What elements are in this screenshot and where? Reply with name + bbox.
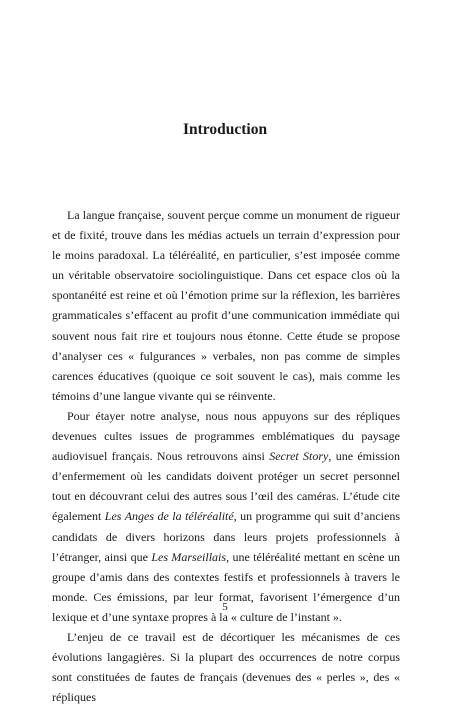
text-run: , une émission d’enfermement où les candidats doivent protéger un secret personnel tout en découvrant celui des autres sous l’œil des caméras. L’étude cite également [52,449,400,524]
program-title: Les Anges de la téléréalité [104,509,234,524]
text-run: La langue française, souvent perçue comme un monument de rigueur et de fixité, trouve dans les médias actuels un terrain d’expression pour le moins paradoxal. La téléréalité, en particulier, s’est imposée comme un véritable observatoire sociolinguistique. Dans cet espace clos où la spontanéité est reine et où l’émotion prime sur la réflexion, les barrières grammaticales s’effacent au profit d’une communication immédiate qui souvent nous fait rire et toujours nous étonne. Cette étude se propose d’analyser ces « fulgurances » verbales, non pas comme de simples carences éducatives (quoique ce soit souvent le cas), mais comme les témoins d’une langue vivante qui se réinvente. [52,208,400,403]
text-run: , un programme qui suit d’anciens candidats de divers horizons dans leurs projets professionnels à l’étranger, ainsi que [52,509,400,564]
paragraph [52,205,400,406]
program-title: Les Marseillais [151,549,227,564]
program-title: Secret Story [269,449,329,464]
paragraph [52,406,400,627]
chapter-title: Introduction [182,121,268,138]
body-text [52,205,400,707]
text-run: , une téléréalité mettant en scène un groupe d’amis dans des contextes festifs et professionnels à travers le monde. Ces émissions, par leur format, favorisent l’émergence d’un lexique et d’une syntaxe propres à la « culture de l’instant ». [52,549,400,624]
page-number: 5 [222,601,228,613]
text-run: L’enjeu de ce travail est de décortiquer les mécanismes de ces évolutions langagières. Si la plupart des occurrences de notre corpus sont constituées de fautes de français (devenues des « perles », des « répliques [52,629,400,705]
text-run: Pour étayer notre analyse, nous nous appuyons sur des répliques devenues cultes issues de programmes emblématiques du paysage audiovisuel français. Nous retrouvons ainsi [52,408,400,464]
